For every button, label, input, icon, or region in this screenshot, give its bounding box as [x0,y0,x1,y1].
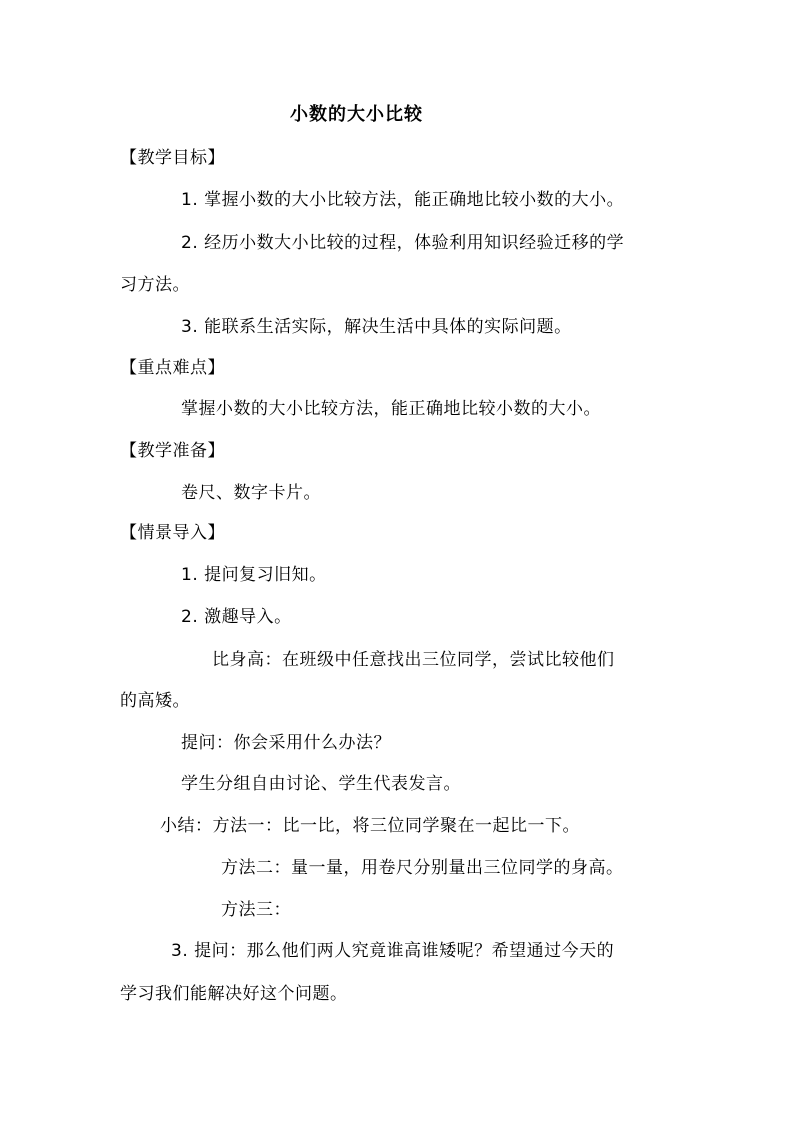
intro-item-2: 2. 激趣导入。 [181,607,292,627]
goal-item-1: 1. 掌握小数的大小比较方法，能正确地比较小数的大小。 [181,190,625,210]
section-heading-preparation: 【教学准备】 [120,441,225,461]
preparation-text: 卷尺、数字卡片。 [181,483,321,503]
intro-discussion: 学生分组自由讨论、学生代表发言。 [181,774,461,794]
document-title: 小数的大小比较 [290,104,423,125]
section-heading-key-points: 【重点难点】 [120,358,225,378]
section-heading-intro: 【情景导入】 [120,523,225,543]
activity-line-2: 的高矮。 [120,691,190,711]
key-points-text: 掌握小数的大小比较方法，能正确地比较小数的大小。 [181,399,601,419]
summary-method-2: 方法二：量一量，用卷尺分别量出三位同学的身高。 [221,858,624,878]
goal-item-3: 3. 能联系生活实际，解决生活中具体的实际问题。 [181,317,572,337]
intro-item-1: 1. 提问复习旧知。 [181,565,327,585]
section-heading-goals: 【教学目标】 [120,148,225,168]
summary-method-1: 小结：方法一：比一比，将三位同学聚在一起比一下。 [160,816,580,836]
summary-method-3: 方法三： [221,900,291,920]
intro-question: 提问：你会采用什么办法？ [181,733,391,753]
intro-item-3-line-2: 学习我们能解决好这个问题。 [120,984,348,1004]
goal-item-2-line-2: 习方法。 [120,275,190,295]
goal-item-2-line-1: 2. 经历小数大小比较的过程，体验利用知识经验迁移的学 [181,233,625,253]
activity-line-1: 比身高：在班级中任意找出三位同学，尝试比较他们 [212,650,615,670]
intro-item-3-line-1: 3. 提问：那么他们两人究竟谁高谁矮呢？希望通过今天的 [171,941,615,961]
